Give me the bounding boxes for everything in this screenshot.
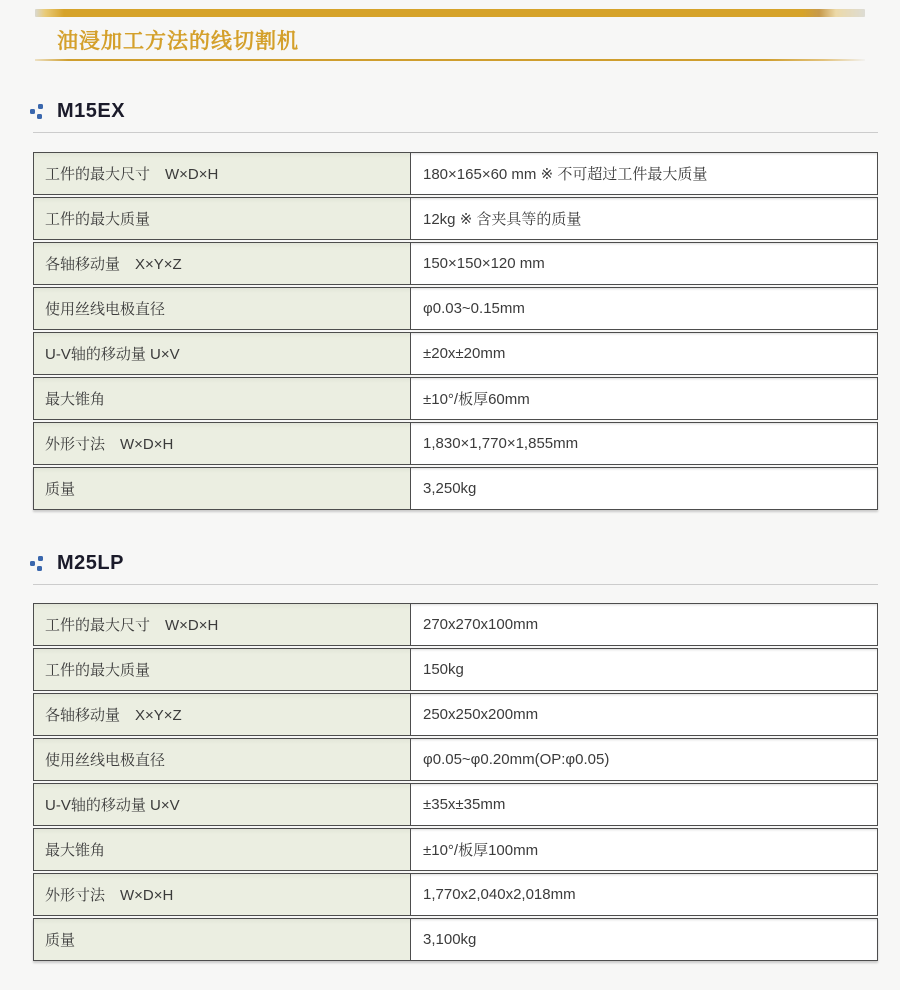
spec-value: 150kg [423, 661, 464, 678]
table-row [33, 648, 878, 691]
table-row [33, 377, 878, 420]
spec-table-m25lp [33, 603, 878, 961]
spec-value: ±35x±35mm [423, 796, 506, 813]
table-row [33, 287, 878, 330]
spec-value: 150×150×120 mm [423, 255, 545, 272]
spec-label: 各轴移动量 X×Y×Z [34, 243, 411, 284]
spec-label: 工件的最大质量 [34, 198, 411, 239]
spec-label: 外形寸法 W×D×H [34, 423, 411, 464]
section-heading-m25lp [30, 551, 878, 585]
spec-value: φ0.03~0.15mm [423, 300, 525, 317]
table-row [33, 197, 878, 240]
spec-label: 最大锥角 [34, 378, 411, 419]
spec-value: ±10°/板厚100mm [423, 842, 539, 859]
spec-label: 各轴移动量 X×Y×Z [34, 694, 411, 735]
table-row [33, 693, 878, 736]
spec-label: 最大锥角 [34, 829, 411, 870]
tri-dots-icon [30, 554, 46, 572]
page-title-block [35, 28, 865, 61]
table-row [33, 783, 878, 826]
spec-label: 外形寸法 W×D×H [34, 874, 411, 915]
spec-value: φ0.05~φ0.20mm(OP:φ0.05) [423, 751, 610, 768]
spec-label: 工件的最大尺寸 W×D×H [34, 604, 411, 645]
table-row [33, 242, 878, 285]
spec-value: 180×165×60 mm ※ 不可超过工件最大质量 [423, 166, 708, 183]
gold-accent-bar [35, 9, 865, 17]
tri-dots-icon [30, 102, 46, 120]
spec-label: U-V轴的移动量 U×V [34, 784, 411, 825]
spec-label: 使用丝线电极直径 [34, 739, 411, 780]
section-divider [33, 132, 878, 133]
spec-value: 250x250x200mm [423, 706, 539, 723]
table-row [33, 603, 878, 646]
spec-value: 1,830×1,770×1,855mm [423, 435, 579, 452]
spec-label: 工件的最大尺寸 W×D×H [34, 153, 411, 194]
table-row [33, 467, 878, 510]
section-heading-m15ex [30, 99, 878, 133]
table-row [33, 828, 878, 871]
page-title-underline [35, 59, 865, 61]
spec-label: 工件的最大质量 [34, 649, 411, 690]
spec-value: 1,770x2,040x2,018mm [423, 886, 576, 903]
spec-value: 3,250kg [423, 480, 477, 497]
table-row [33, 332, 878, 375]
spec-label: U-V轴的移动量 U×V [34, 333, 411, 374]
spec-value: ±20x±20mm [423, 345, 506, 362]
spec-label: 质量 [34, 468, 411, 509]
page-title: 油浸加工方法的线切割机 [57, 30, 299, 53]
spec-value: 270x270x100mm [423, 616, 539, 633]
table-row [33, 918, 878, 961]
section-title: M15EX [57, 100, 126, 122]
table-row [33, 152, 878, 195]
spec-value: ±10°/板厚60mm [423, 391, 530, 408]
table-row [33, 738, 878, 781]
spec-table-m15ex [33, 152, 878, 510]
section-title: M25LP [57, 552, 124, 574]
spec-label: 使用丝线电极直径 [34, 288, 411, 329]
table-row [33, 422, 878, 465]
spec-value: 12kg ※ 含夹具等的质量 [423, 211, 582, 228]
spec-value: 3,100kg [423, 931, 477, 948]
table-row [33, 873, 878, 916]
section-divider [33, 584, 878, 585]
spec-label: 质量 [34, 919, 411, 960]
